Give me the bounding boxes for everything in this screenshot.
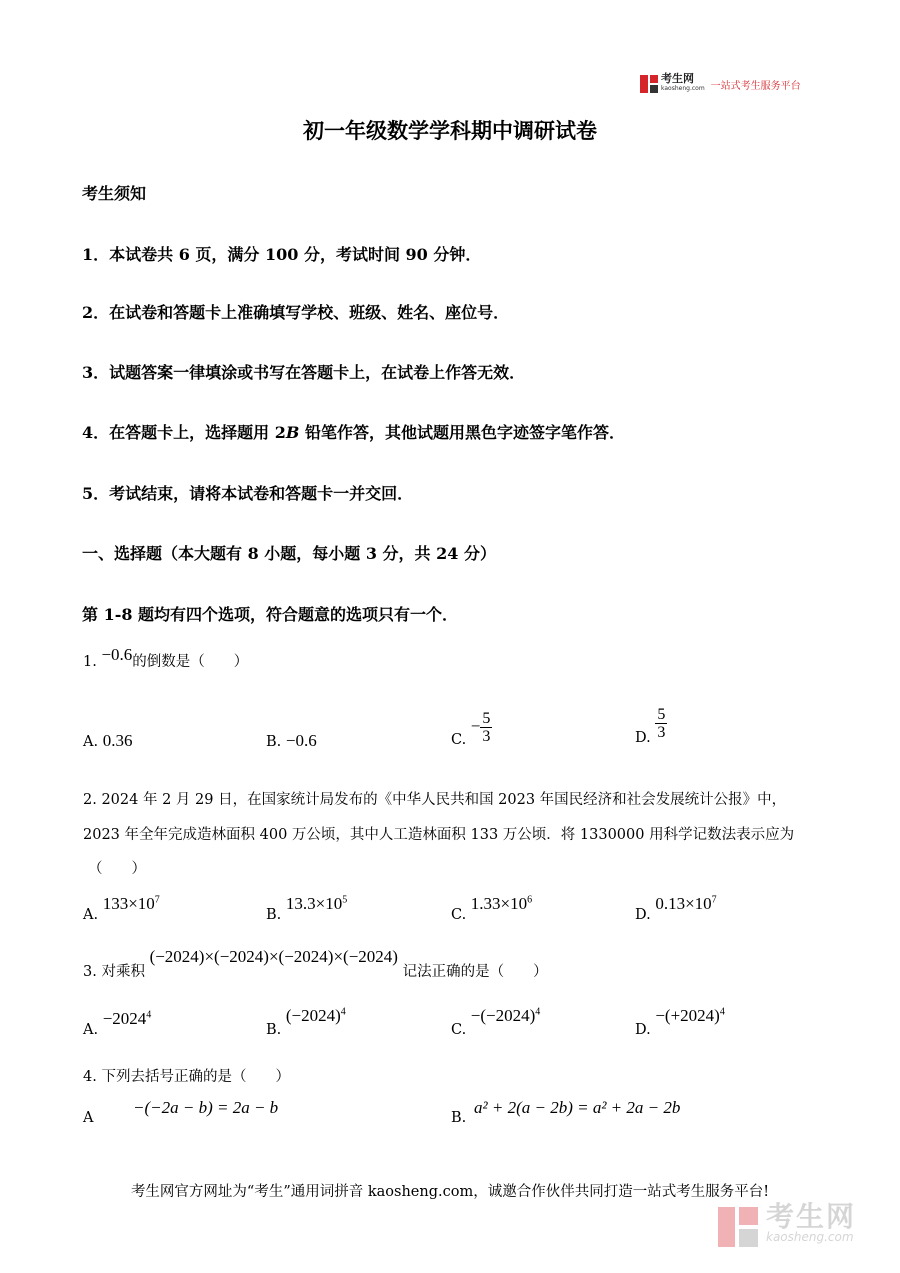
q3-option-c: C. $-(-2024)^4$ <box>451 1006 541 1038</box>
q1-option-c: C. − $\frac{5}{3}$ <box>451 710 491 748</box>
logo-slogan: 一站式考生服务平台 <box>710 80 801 92</box>
q1-option-b: B. −0.6 <box>266 731 317 750</box>
notice-item-2: 2．在试卷和答题卡上准确填写学校、班级、姓名、座位号． <box>82 303 510 322</box>
q3-option-b: B. $(-2024)^4$ <box>266 1006 346 1038</box>
q2-option-d: D. $0.13\times 10^7$ <box>635 894 717 923</box>
kaosheng-logo-icon <box>640 75 658 93</box>
question-3: 3. 对乘积 (−2024)×(−2024)×(−2024)×(−2024) 记法正确的是（ ） <box>83 947 548 980</box>
question-1: 1. −0.6的倒数是（ ） <box>83 645 249 670</box>
question-2-line-1: 2. 2024 年 2 月 29 日，在国家统计局发布的《中华人民共和国 2023 年国民经济和社会发展统计公报》中， <box>83 792 787 808</box>
notice-heading: 考生须知 <box>82 184 147 203</box>
question-2-line-3: （ ） <box>88 861 146 877</box>
q4-option-a: −(−2a − b) = 2a − b <box>133 1098 279 1117</box>
watermark <box>718 1200 857 1247</box>
q4-option-a-label: A <box>83 1110 94 1126</box>
q4-option-b: a² + 2(a − 2b) = a² + 2a − 2b <box>474 1098 681 1117</box>
notice-item-4: 4．在答题卡上，选择题用 2B 铅笔作答，其他试题用黑色字迹签字笔作答． <box>82 423 625 442</box>
header-logo <box>640 73 801 95</box>
q2-option-b: B. $13.3\times 10^5$ <box>266 894 348 923</box>
kaosheng-watermark-icon <box>718 1207 758 1247</box>
footer-text: 考生网官方网址为“考生”通用词拼音 kaosheng.com，诚邀合作伙伴共同打造一站式考生服务平台! <box>130 1184 770 1200</box>
logo-url: kaosheng.com <box>661 85 705 92</box>
page-title: 初一年级数学学科期中调研试卷 <box>303 118 597 143</box>
watermark-name: 考生网 <box>766 1200 857 1233</box>
section-instruction: 第 1-8 题均有四个选项，符合题意的选项只有一个． <box>82 605 459 624</box>
notice-item-3: 3．试题答案一律填涂或书写在答题卡上，在试卷上作答无效． <box>82 363 526 382</box>
question-4: 4. 下列去括号正确的是（ ） <box>83 1069 290 1085</box>
q3-option-d: D. $-(+2024)^4$ <box>635 1006 725 1038</box>
logo-name: 考生网 <box>661 72 694 85</box>
q1-option-d: D. $\frac{5}{3}$ <box>635 706 666 746</box>
section-heading: 一、选择题（本大题有 8 小题，每小题 3 分，共 24 分） <box>82 544 496 563</box>
q3-option-a: A. $-2024^4$ <box>83 1009 152 1038</box>
notice-item-5: 5．考试结束，请将本试卷和答题卡一并交回． <box>82 484 414 503</box>
notice-item-1: 1．本试卷共 6 页，满分 100 分，考试时间 90 分钟． <box>82 245 482 264</box>
q4-option-b-label: B. <box>451 1110 467 1126</box>
question-2-line-2: 2023 年全年完成造林面积 400 万公顷，其中人工造林面积 133 万公顷．将 1330000 用科学记数法表示应为 <box>83 827 795 843</box>
q2-option-c: C. $1.33\times 10^6$ <box>451 894 533 923</box>
q1-option-a: A. 0.36 <box>83 731 133 750</box>
watermark-url: kaosheng.com <box>766 1230 854 1244</box>
q2-option-a: A. $133\times 10^7$ <box>83 894 160 923</box>
